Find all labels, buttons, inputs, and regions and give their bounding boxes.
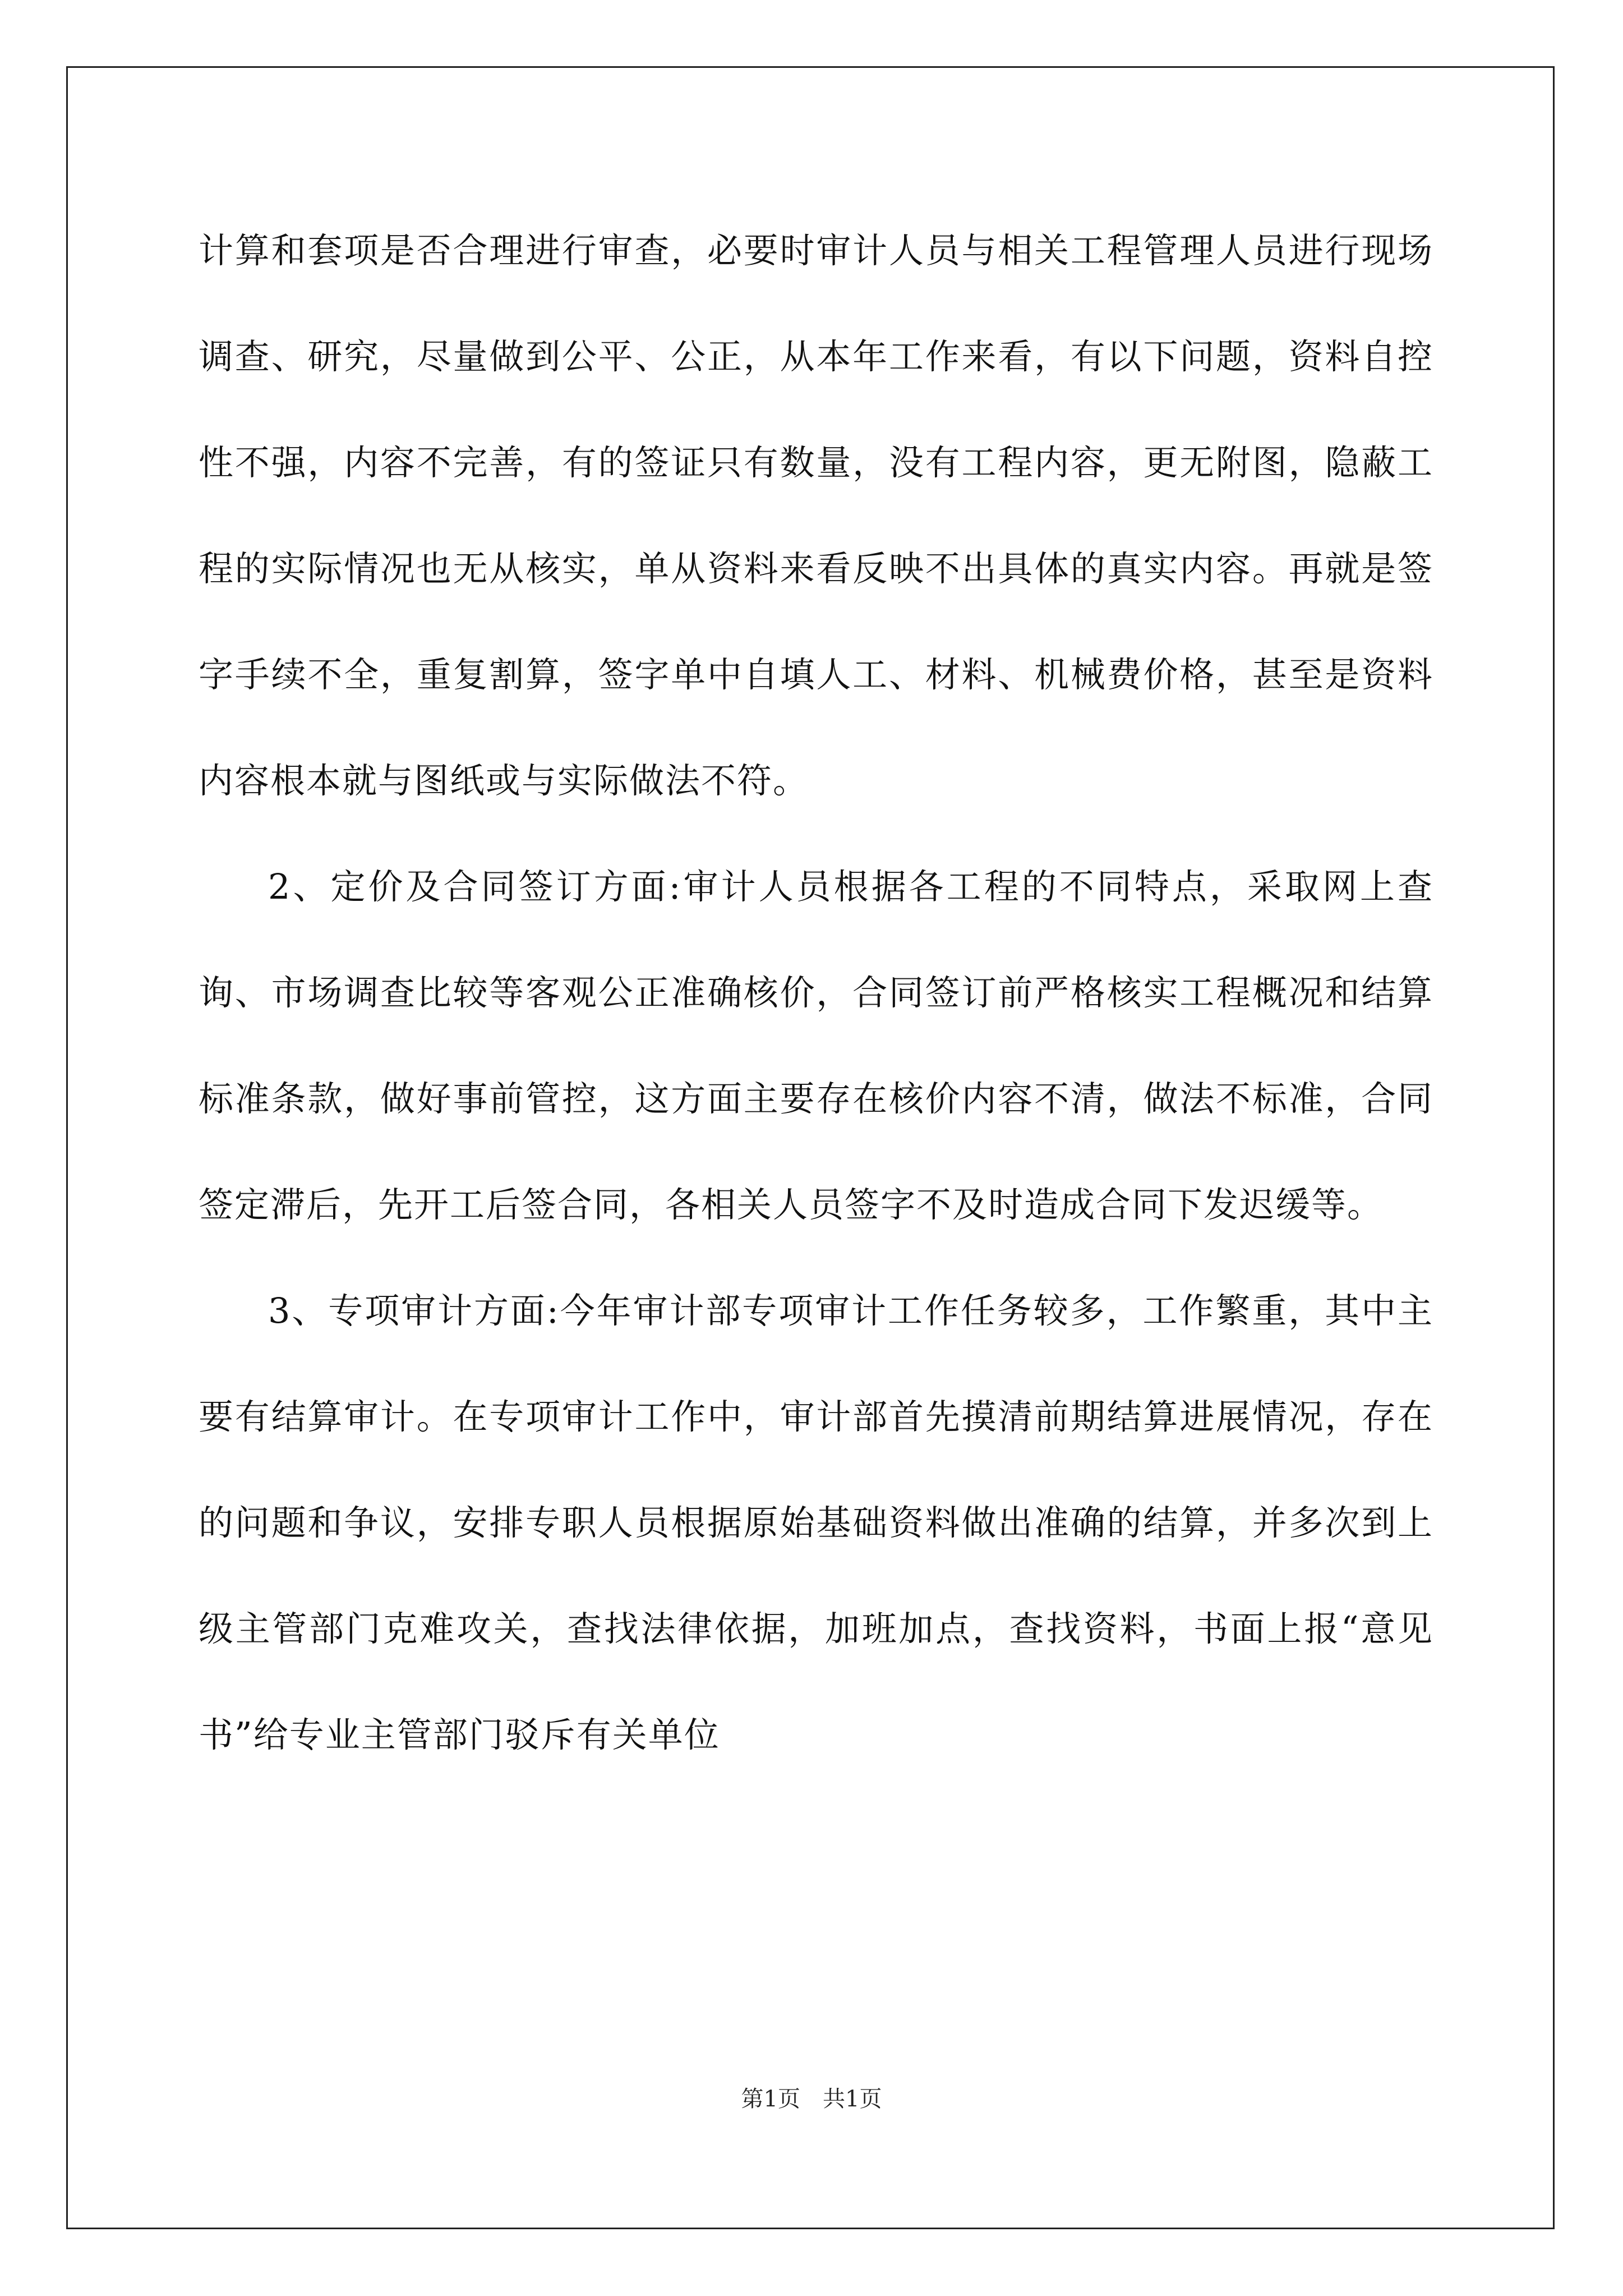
paragraph-continued: 计算和套项是否合理进行审查，必要时审计人员与相关工程管理人员进行现场调查、研究，尽量做到公平、公正，从本年工作来看，有以下问题，资料自控性不强，内容不完善，有的签证只有数量，没有工程内容，更无附图，隐蔽工程的实际情况也无从核实，单从资料来看反映不出具体的真实内容。再就是签字手续不全，重复割算，签字单中自填人工、材料、机械费价格，甚至是资料内容根本就与图纸或与实际做法不符。 bbox=[199, 230, 1433, 801]
paragraph-pricing-contracts: 2、定价及合同签订方面:审计人员根据各工程的不同特点，采取网上查询、市场调查比较等客观公正准确核价，合同签订前严格核实工程概况和结算标准条款，做好事前管控，这方面主要存在核价内容不清，做法不标准，合同签定滞后，先开工后签合同，各相关人员签字不及时造成合同下发迟缓等。 bbox=[199, 866, 1433, 1225]
page-number-total: 共1页 bbox=[823, 2086, 882, 2112]
paragraph-special-audit: 3、专项审计方面:今年审计部专项审计工作任务较多，工作繁重，其中主要有结算审计。在专项审计工作中，审计部首先摸清前期结算进展情况，存在的问题和争议，安排专职人员根据原始基础资料做出准确的结算，并多次到上级主管部门克难攻关，查找法律依据，加班加点，查找资料，书面上报“意见书”给专业主管部门驳斥有关单位 bbox=[199, 1290, 1433, 1755]
page-footer bbox=[0, 2081, 1623, 2113]
page-number-current: 第1页 bbox=[741, 2086, 800, 2112]
document-body bbox=[199, 197, 1433, 1788]
